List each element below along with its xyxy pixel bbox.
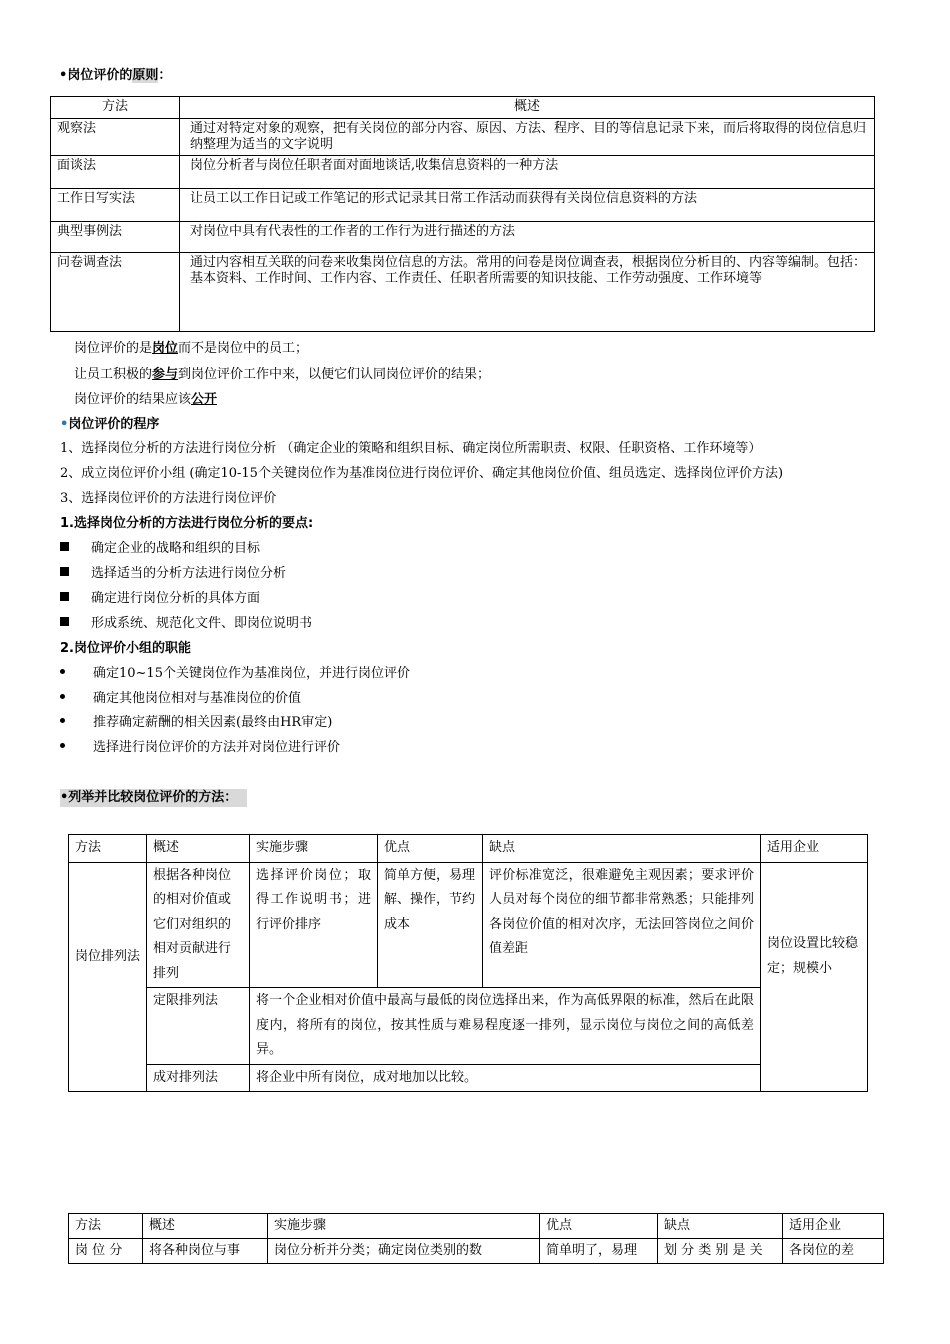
- dot-bullet-icon: [60, 669, 65, 674]
- square-bullet-icon: [60, 542, 69, 551]
- table-header: 缺点: [658, 1214, 783, 1239]
- table-header: 方法: [69, 1214, 143, 1239]
- principle-3: 岗位评价的结果应该公开: [74, 392, 218, 407]
- table-cell: 将各种岗位与事: [143, 1239, 268, 1264]
- table-header: 实施步骤: [268, 1214, 540, 1239]
- procedure-step: 3、选择岗位评价的方法进行岗位评价: [60, 491, 277, 506]
- procedure-step: 2、成立岗位评价小组 (确定10-15个关键岗位作为基准岗位进行岗位评价、确定其他岗位价值、组员选定、选择岗位评价方法): [60, 466, 784, 481]
- method-name: 观察法: [51, 119, 180, 156]
- method-steps: 选择评价岗位；取得工作说明书；进行评价排序: [250, 862, 378, 988]
- square-bullet-icon: [60, 617, 69, 626]
- table-header: 优点: [540, 1214, 658, 1239]
- table-header: 概述: [180, 97, 875, 119]
- dot-bullet-icon: [60, 694, 65, 699]
- suitable-company: 岗位设置比较稳定；规模小: [761, 862, 868, 1092]
- list-item: 选择适当的分析方法进行岗位分析: [60, 565, 286, 583]
- method-desc: 通过对特定对象的观察，把有关岗位的部分内容、原因、方法、程序、目的等信息记录下来，而后将取得的岗位信息归纳整理为适当的文字说明: [180, 119, 875, 156]
- table-cell: 岗位分析并分类；确定岗位类别的数: [268, 1239, 540, 1264]
- list-item: 选择进行岗位评价的方法并对岗位进行评价: [60, 739, 340, 757]
- method-desc: 通过内容相互关联的问卷来收集岗位信息的方法。常用的问卷是岗位调查表，根据岗位分析目的、内容等编制。包括：基本资料、工作时间、工作内容、工作责任、任职者所需要的知识技能、工作劳动强度、工作环境等: [180, 253, 875, 332]
- table-cell: 岗 位 分: [69, 1239, 143, 1264]
- square-bullet-icon: [60, 592, 69, 601]
- method-pros: 简单方便，易理解、操作，节约成本: [378, 862, 483, 988]
- functions-title: 2.岗位评价小组的职能: [60, 641, 191, 656]
- sub-method-name: 定限排列法: [147, 988, 250, 1065]
- procedure-step: 1、选择岗位分析的方法进行岗位分析 （确定企业的策略和组织目标、确定岗位所需职责、权限、任职资格、工作环境等）: [60, 441, 762, 456]
- methods-table: [50, 96, 875, 332]
- compare-methods-title: •列举并比较岗位评价的方法：: [60, 789, 247, 807]
- principle-2: 让员工积极的参与到岗位评价工作中来，以便它们认同岗位评价的结果；: [74, 367, 491, 382]
- principle-1: 岗位评价的是岗位而不是岗位中的员工；: [74, 341, 309, 356]
- table-cell: 各岗位的差: [783, 1239, 884, 1264]
- table-cell: 简单明了，易理: [540, 1239, 658, 1264]
- dot-bullet-icon: [60, 743, 65, 748]
- list-item: 推荐确定薪酬的相关因素(最终由HR审定): [60, 714, 332, 732]
- list-item: 确定企业的战略和组织的目标: [60, 540, 260, 558]
- sub-method-desc: 将企业中所有岗位，成对地加以比较。: [250, 1064, 761, 1092]
- method-desc: 对岗位中具有代表性的工作者的工作行为进行描述的方法: [180, 222, 875, 253]
- table-header: 适用企业: [783, 1214, 884, 1239]
- list-item: 确定进行岗位分析的具体方面: [60, 590, 260, 608]
- method-name: 问卷调查法: [51, 253, 180, 332]
- keypoints-title: 1.选择岗位分析的方法进行岗位分析的要点:: [60, 516, 314, 531]
- dot-bullet-icon: [60, 718, 65, 723]
- table-header: 概述: [147, 835, 250, 863]
- method-cons: 评价标准宽泛，很难避免主观因素；要求评价人员对每个岗位的细节都非常熟悉；只能排列各岗位价值的相对次序，无法回答岗位之间价值差距: [483, 862, 761, 988]
- table-cell: 划 分 类 别 是 关: [658, 1239, 783, 1264]
- method-overview: 根据各种岗位的相对价值或它们对组织的相对贡献进行排列: [147, 862, 250, 988]
- table-header: 方法: [69, 835, 147, 863]
- method-desc: 让员工以工作日记或工作笔记的形式记录其日常工作活动而获得有关岗位信息资料的方法: [180, 189, 875, 222]
- sub-method-name: 成对排列法: [147, 1064, 250, 1092]
- table-header: 概述: [143, 1214, 268, 1239]
- classification-method-table: [68, 1213, 884, 1264]
- method-name: 工作日写实法: [51, 189, 180, 222]
- square-bullet-icon: [60, 567, 69, 576]
- table-header: 优点: [378, 835, 483, 863]
- method-name: 面谈法: [51, 156, 180, 189]
- procedure-title: •岗位评价的程序: [60, 417, 160, 432]
- table-header: 实施步骤: [250, 835, 378, 863]
- method-name: 岗位排列法: [69, 862, 147, 1092]
- table-header: 缺点: [483, 835, 761, 863]
- principles-title: •岗位评价的原则：: [59, 68, 172, 83]
- table-header: 方法: [51, 97, 180, 119]
- method-desc: 岗位分析者与岗位任职者面对面地谈话,收集信息资料的一种方法: [180, 156, 875, 189]
- table-header: 适用企业: [761, 835, 868, 863]
- list-item: 确定其他岗位相对与基准岗位的价值: [60, 690, 301, 708]
- list-item: 形成系统、规范化文件、即岗位说明书: [60, 615, 312, 633]
- method-name: 典型事例法: [51, 222, 180, 253]
- list-item: 确定10~15个关键岗位作为基准岗位，并进行岗位评价: [60, 665, 410, 683]
- ranking-method-table: [68, 834, 868, 1092]
- sub-method-desc: 将一个企业相对价值中最高与最低的岗位选择出来，作为高低界限的标准，然后在此限度内，将所有的岗位，按其性质与难易程度逐一排列，显示岗位与岗位之间的高低差异。: [250, 988, 761, 1065]
